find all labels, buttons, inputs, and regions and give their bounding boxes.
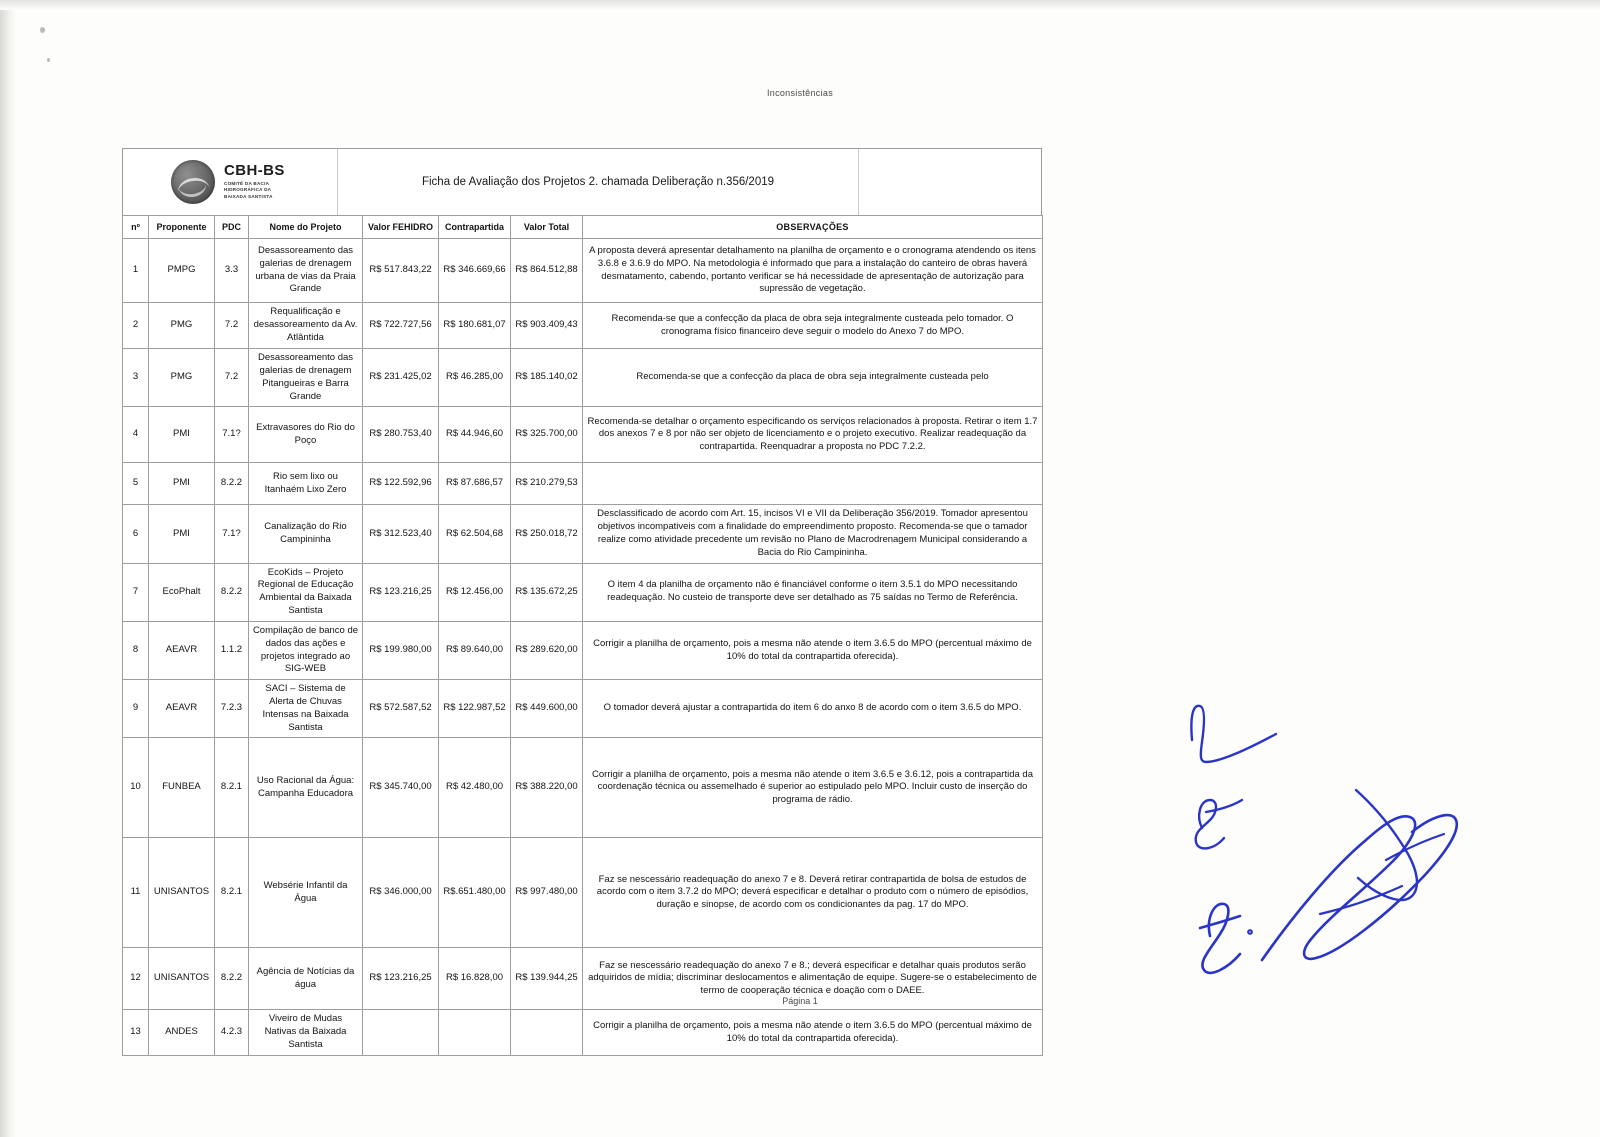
cell-projeto: Websérie Infantil da Água [249, 838, 363, 948]
cell-total [511, 1010, 583, 1055]
cell-total: R$ 250.018,72 [511, 505, 583, 563]
cell-pdc: 8.2.1 [215, 838, 249, 948]
cell-fehidro: R$ 722.727,56 [363, 303, 439, 349]
cell-total: R$ 135.672,25 [511, 563, 583, 621]
cell-pdc: 7.1? [215, 407, 249, 463]
column-header-total: Valor Total [511, 216, 583, 239]
cell-pdc: 7.1? [215, 505, 249, 563]
cell-pdc: 8.2.2 [215, 948, 249, 1010]
table-row [123, 505, 1043, 563]
cell-pdc: 4.2.3 [215, 1010, 249, 1055]
projects-table [122, 215, 1043, 1056]
document-title: Ficha de Avaliação dos Projetos 2. chamada Deliberação n.356/2019 [421, 176, 775, 188]
cell-fehidro: R$ 312.523,40 [363, 505, 439, 563]
cell-projeto: EcoKids – Projeto Regional de Educação Ambiental da Baixada Santista [249, 563, 363, 621]
cell-fehidro [363, 1010, 439, 1055]
cell-total: R$ 185.140,02 [511, 349, 583, 407]
cell-pdc: 3.3 [215, 239, 249, 303]
cell-contrapartida: R$ 346.669,66 [439, 239, 511, 303]
cell-fehidro: R$ 123.216,25 [363, 563, 439, 621]
cell-total: R$ 210.279,53 [511, 463, 583, 505]
cell-proponente: AEAVR [149, 680, 215, 738]
column-header-proponente: Proponente [149, 216, 215, 239]
cell-projeto: Viveiro de Mudas Nativas da Baixada Santista [249, 1010, 363, 1055]
column-header-fehidro: Valor FEHIDRO [363, 216, 439, 239]
cell-observacoes: Faz se nescessário readequação do anexo 7 e 8. Deverá retirar contrapartida de bolsa de estudos de acordo com o item 3.7.2 do MPO; deverá especificar e detalhar o produto com o número de episódios, duração e sinopse, de acordo com os condicionantes da pag. 17 do MPO. [583, 838, 1043, 948]
cell-fehidro: R$ 199.980,00 [363, 621, 439, 679]
cell-contrapartida [439, 1010, 511, 1055]
cell-contrapartida: R$ 89.640,00 [439, 621, 511, 679]
cell-total: R$ 388.220,00 [511, 738, 583, 838]
cell-projeto: Desassoreamento das galerias de drenagem urbana de vias da Praia Grande [249, 239, 363, 303]
cell-fehidro: R$ 280.753,40 [363, 407, 439, 463]
cell-total: R$ 903.409,43 [511, 303, 583, 349]
column-header-observacoes: OBSERVAÇÕES [583, 216, 1043, 239]
logo-area [123, 149, 338, 215]
column-header-contrapartida: Contrapartida [439, 216, 511, 239]
cell-projeto: Desassoreamento das galerias de drenagem Pitangueiras e Barra Grande [249, 349, 363, 407]
cell-proponente: EcoPhalt [149, 563, 215, 621]
scan-edge-top [0, 0, 1600, 10]
cell-proponente: UNISANTOS [149, 948, 215, 1010]
cell-contrapartida: R$ 87.686,57 [439, 463, 511, 505]
logo-sub-line-1: COMITÊ DA BACIA [224, 180, 270, 186]
cell-num: 9 [123, 680, 149, 738]
cell-num: 6 [123, 505, 149, 563]
cell-proponente: AEAVR [149, 621, 215, 679]
cell-num: 12 [123, 948, 149, 1010]
cell-observacoes: A proposta deverá apresentar detalhamento na planilha de orçamento e o cronograma atendendo os itens 3.6.8 e 3.6.9 do MPO. Na metodologia é informado que para a instalação do canteiro de obras haverá desmatamento, cabendo, portanto verificar se há necessidade de apresentação de autorização para supressão de vegetação. [583, 239, 1043, 303]
cell-projeto: SACI – Sistema de Alerta de Chuvas Intensas na Baixada Santista [249, 680, 363, 738]
cell-observacoes: Faz se nescessário readequação do anexo 7 e 8.; deverá especificar e detalhar quais produtos serão adquiridos de mídia; discriminar deslocamentos e alimentação de equipe. Sugere-se o estabelecimento de termo de cooperação técnica e doação com o DAEE. [583, 948, 1043, 1010]
cell-projeto: Canalização do Rio Campininha [249, 505, 363, 563]
cell-num: 13 [123, 1010, 149, 1055]
cell-pdc: 1.1.2 [215, 621, 249, 679]
cell-fehidro: R$ 231.425,02 [363, 349, 439, 407]
cell-num: 1 [123, 239, 149, 303]
cell-total: R$ 864.512,88 [511, 239, 583, 303]
table-row [123, 621, 1043, 679]
scan-speck [47, 58, 50, 62]
cell-proponente: PMG [149, 349, 215, 407]
cell-contrapartida: R$ 16.828,00 [439, 948, 511, 1010]
column-header-projeto: Nome do Projeto [249, 216, 363, 239]
cell-num: 7 [123, 563, 149, 621]
cell-contrapartida: R$ 12.456,00 [439, 563, 511, 621]
page-footer: Página 1 [782, 996, 818, 1006]
cbh-bs-logo-icon [171, 160, 215, 204]
cell-num: 3 [123, 349, 149, 407]
document-header [122, 148, 1042, 215]
scan-speck [40, 27, 45, 33]
cell-fehidro: R$ 345.740,00 [363, 738, 439, 838]
cell-total: R$ 997.480,00 [511, 838, 583, 948]
cell-observacoes: Corrigir a planilha de orçamento, pois a mesma não atende o item 3.6.5 e 3.6.12, pois a contrapartida da coordenação técnica ou assemelhado é superior ao estipulado pelo MPO. Incluir custo de inserção do programa de rádio. [583, 738, 1043, 838]
cell-contrapartida: R$ 62.504,68 [439, 505, 511, 563]
cell-proponente: PMG [149, 303, 215, 349]
cell-num: 2 [123, 303, 149, 349]
cell-contrapartida: R$.651.480,00 [439, 838, 511, 948]
cell-observacoes [583, 463, 1043, 505]
cell-num: 4 [123, 407, 149, 463]
cell-projeto: Extravasores do Rio do Poço [249, 407, 363, 463]
cell-projeto: Rio sem lixo ou Itanhaém Lixo Zero [249, 463, 363, 505]
cell-projeto: Agência de Notícias da água [249, 948, 363, 1010]
cell-projeto: Compilação de banco de dados das ações e projetos integrado ao SIG-WEB [249, 621, 363, 679]
logo-sub-line-3: BAIXADA SANTISTA [224, 194, 273, 200]
cell-contrapartida: R$ 46.285,00 [439, 349, 511, 407]
cell-proponente: PMI [149, 505, 215, 563]
cell-observacoes: O tomador deverá ajustar a contrapartida do item 6 do anxo 8 de acordo com o item 3.6.5 do MPO. [583, 680, 1043, 738]
cell-observacoes: Corrigir a planilha de orçamento, pois a mesma não atende o item 3.6.5 do MPO (percentual máximo de 10% do total da contrapartida oferecida). [583, 1010, 1043, 1055]
table-row [123, 407, 1043, 463]
cell-pdc: 7.2 [215, 303, 249, 349]
cell-observacoes: Desclassificado de acordo com Art. 15, incisos VI e VII da Deliberação 356/2019. Tomador apresentou objetivos incompativeis com a finalidade do empreendimento proposto. Recomenda-se que o tamador realize como atividade precedente um revisão no Plano de Macrodrenagem Municipal considerando a Bacia do Rio Campininha. [583, 505, 1043, 563]
table-header-row [123, 216, 1043, 239]
cell-proponente: ANDES [149, 1010, 215, 1055]
cell-proponente: PMPG [149, 239, 215, 303]
cell-fehidro: R$ 123.216,25 [363, 948, 439, 1010]
column-header-num: nº [123, 216, 149, 239]
cell-observacoes: Recomenda-se detalhar o orçamento especificando os serviços relacionados à proposta. Retirar o item 1.7 dos anexos 7 e 8 por não ser objeto de licenciamento e o projeto executivo. Realizar readequação da contrapartida. Reenquadrar a proposta no PDC 7.2.2. [583, 407, 1043, 463]
table-row [123, 1010, 1043, 1055]
logo-text [224, 163, 285, 201]
cell-proponente: PMI [149, 463, 215, 505]
cell-proponente: FUNBEA [149, 738, 215, 838]
cell-observacoes: Recomenda-se que a confecção da placa de obra seja integralmente custeada pelo [583, 349, 1043, 407]
cell-proponente: PMI [149, 407, 215, 463]
column-header-pdc: PDC [215, 216, 249, 239]
table-row [123, 738, 1043, 838]
cell-pdc: 8.2.2 [215, 463, 249, 505]
cell-num: 10 [123, 738, 149, 838]
cell-fehidro: R$ 122.592,96 [363, 463, 439, 505]
cell-contrapartida: R$ 122.987,52 [439, 680, 511, 738]
cell-contrapartida: R$ 42.480,00 [439, 738, 511, 838]
cell-fehidro: R$ 517.843,22 [363, 239, 439, 303]
cell-total: R$ 289.620,00 [511, 621, 583, 679]
table-row [123, 239, 1043, 303]
cell-total: R$ 325.700,00 [511, 407, 583, 463]
table-row [123, 563, 1043, 621]
cell-observacoes: O item 4 da planilha de orçamento não é financiável conforme o item 3.5.1 do MPO necessitando readequação. No custeio de transporte deve ser detalhado as 75 saídas no Termo de Referência. [583, 563, 1043, 621]
table-row [123, 303, 1043, 349]
table-row [123, 463, 1043, 505]
cell-pdc: 7.2.3 [215, 680, 249, 738]
cell-projeto: Requalificação e desassoreamento da Av. Atlântida [249, 303, 363, 349]
table-row [123, 838, 1043, 948]
cell-num: 8 [123, 621, 149, 679]
cell-fehidro: R$ 346.000,00 [363, 838, 439, 948]
cell-observacoes: Recomenda-se que a confecção da placa de obra seja integralmente custeada pelo tomador. O cronograma físico financeiro deve seguir o modelo do Anexo 7 do MPO. [583, 303, 1043, 349]
cell-fehidro: R$ 572.587,52 [363, 680, 439, 738]
cell-pdc: 8.2.1 [215, 738, 249, 838]
page-top-note: Inconsistências [766, 88, 834, 98]
header-spacer [858, 149, 1041, 215]
cell-projeto: Uso Racional da Água: Campanha Educadora [249, 738, 363, 838]
cell-num: 11 [123, 838, 149, 948]
cell-total: R$ 139.944,25 [511, 948, 583, 1010]
evaluation-form [122, 148, 1042, 1056]
logo-brand: CBH-BS [224, 161, 285, 179]
table-row [123, 680, 1043, 738]
scan-edge-left [0, 0, 16, 1137]
cell-contrapartida: R$ 44.946,60 [439, 407, 511, 463]
cell-total: R$ 449.600,00 [511, 680, 583, 738]
table-row [123, 349, 1043, 407]
logo-sub-line-2: HIDROGRÁFICA DA [224, 187, 272, 193]
cell-num: 5 [123, 463, 149, 505]
cell-pdc: 8.2.2 [215, 563, 249, 621]
cell-observacoes: Corrigir a planilha de orçamento, pois a mesma não atende o item 3.6.5 do MPO (percentual máximo de 10% do total da contrapartida oferecida). [583, 621, 1043, 679]
cell-proponente: UNISANTOS [149, 838, 215, 948]
cell-contrapartida: R$ 180.681,07 [439, 303, 511, 349]
cell-pdc: 7.2 [215, 349, 249, 407]
